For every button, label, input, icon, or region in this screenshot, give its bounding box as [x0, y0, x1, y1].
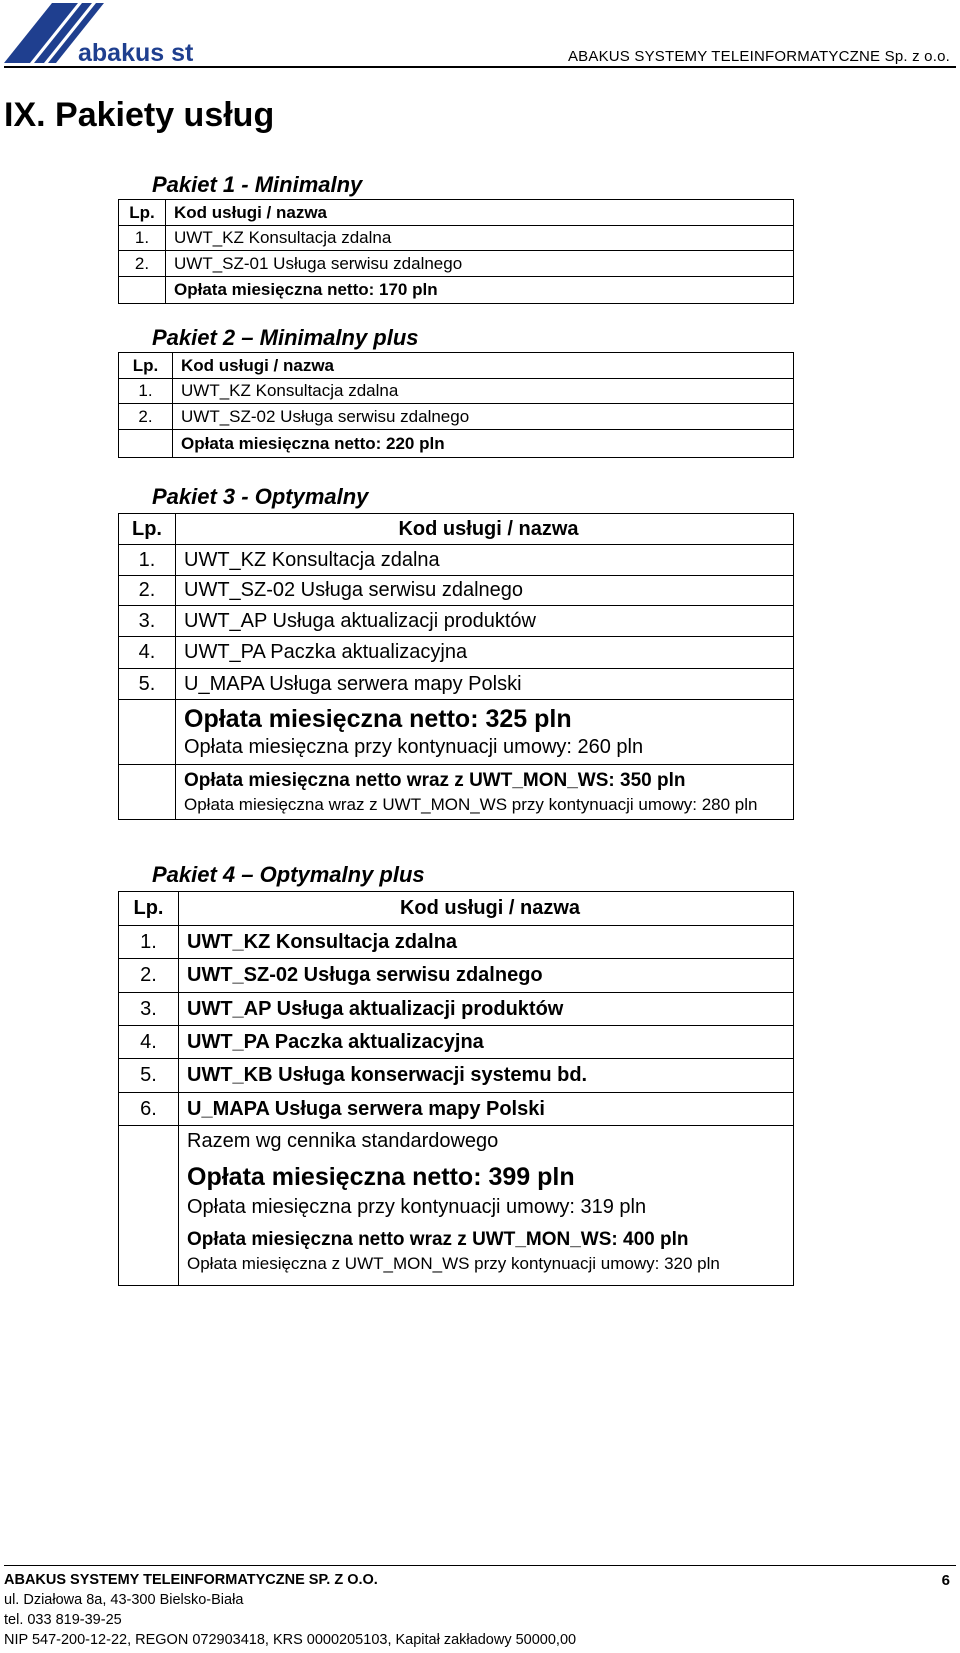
package-3-table — [118, 513, 794, 820]
table-row — [119, 1093, 794, 1126]
monthly-fee: Opłata miesięczna netto: 220 pln — [173, 430, 794, 458]
lp-header: Lp. — [119, 892, 179, 926]
row-lp: 2. — [119, 251, 166, 277]
header-company-name: ABAKUS SYSTEMY TELEINFORMATYCZNE Sp. z o.o. — [567, 48, 950, 65]
table-row — [119, 669, 794, 700]
name-header: Kod usługi / nazwa — [176, 514, 794, 545]
logo-text: abakus st — [78, 39, 194, 63]
name-header: Kod usługi / nazwa — [166, 200, 794, 226]
row-service: UWT_AP Usługa aktualizacji produktów — [179, 993, 794, 1026]
table-row — [119, 1026, 794, 1059]
package-1-title: Pakiet 1 - Minimalny — [152, 172, 363, 197]
fee-row — [119, 430, 794, 458]
fee-cell — [179, 1126, 794, 1286]
table-row — [119, 926, 794, 959]
package-2-table — [118, 352, 794, 458]
table-row — [119, 993, 794, 1026]
name-header: Kod usługi / nazwa — [179, 892, 794, 926]
row-service: U_MAPA Usługa serwera mapy Polski — [179, 1093, 794, 1126]
fee-cell — [176, 700, 794, 765]
fee-mon-ws-row — [119, 765, 794, 820]
table-header-row — [119, 892, 794, 926]
row-service: UWT_KZ Konsultacja zdalna — [179, 926, 794, 959]
continuation-fee-mon-ws: Opłata miesięczna z UWT_MON_WS przy kontynuacji umowy: 320 pln — [187, 1254, 720, 1273]
footer-phone: tel. 033 819-39-25 — [4, 1612, 122, 1628]
table-row — [119, 226, 794, 251]
row-service: UWT_KZ Konsultacja zdalna — [176, 545, 794, 576]
row-lp: 1. — [119, 379, 173, 404]
monthly-fee-mon-ws: Opłata miesięczna netto wraz z UWT_MON_WS: 350 pln — [184, 769, 686, 791]
table-row — [119, 637, 794, 669]
name-header: Kod usługi / nazwa — [173, 353, 794, 379]
monthly-fee: Opłata miesięczna netto: 170 pln — [166, 277, 794, 304]
table-row — [119, 379, 794, 404]
table-row — [119, 545, 794, 576]
footer-divider — [4, 1565, 956, 1566]
footer-company: ABAKUS SYSTEMY TELEINFORMATYCZNE SP. Z O.O. — [4, 1572, 378, 1588]
row-lp: 1. — [119, 926, 179, 959]
fee-row — [119, 1126, 794, 1286]
row-lp: 3. — [119, 993, 179, 1026]
table-header-row — [119, 353, 794, 379]
row-service: UWT_SZ-01 Usługa serwisu zdalnego — [166, 251, 794, 277]
row-lp: 1. — [119, 226, 166, 251]
row-service: UWT_SZ-02 Usługa serwisu zdalnego — [179, 959, 794, 993]
lp-header: Lp. — [119, 514, 176, 545]
row-service: UWT_KZ Konsultacja zdalna — [173, 379, 794, 404]
table-row — [119, 251, 794, 277]
row-lp: 2. — [119, 404, 173, 430]
row-service: UWT_PA Paczka aktualizacyjna — [179, 1026, 794, 1059]
total-label: Razem wg cennika standardowego — [187, 1130, 499, 1152]
footer-address: ul. Działowa 8a, 43-300 Bielsko-Biała — [4, 1592, 244, 1608]
row-lp: 2. — [119, 959, 179, 993]
row-lp: 6. — [119, 1093, 179, 1126]
fee-row — [119, 277, 794, 304]
fee-mon-ws-cell — [176, 765, 794, 820]
lp-header: Lp. — [119, 353, 173, 379]
row-lp: 1. — [119, 545, 176, 576]
fee-row — [119, 700, 794, 765]
package-2-title: Pakiet 2 – Minimalny plus — [152, 325, 419, 350]
table-row — [119, 404, 794, 430]
row-service: UWT_SZ-02 Usługa serwisu zdalnego — [173, 404, 794, 430]
page-number: 6 — [941, 1572, 950, 1589]
row-lp: 2. — [119, 576, 176, 606]
empty-cell — [119, 700, 176, 765]
package-3-title: Pakiet 3 - Optymalny — [152, 484, 369, 509]
empty-cell — [119, 1126, 179, 1286]
lp-header: Lp. — [119, 200, 166, 226]
continuation-fee: Opłata miesięczna przy kontynuacji umowy: 319 pln — [187, 1196, 647, 1218]
row-lp: 5. — [119, 1059, 179, 1093]
table-row — [119, 1059, 794, 1093]
table-header-row — [119, 200, 794, 226]
footer-registry: NIP 547-200-12-22, REGON 072903418, KRS 0000205103, Kapitał zakładowy 50000,00 — [4, 1632, 577, 1648]
monthly-fee: Opłata miesięczna netto: 325 pln — [184, 705, 572, 733]
package-1-table — [118, 199, 794, 304]
table-row — [119, 576, 794, 606]
row-service: UWT_KB Usługa konserwacji systemu bd. — [179, 1059, 794, 1093]
row-service: UWT_SZ-02 Usługa serwisu zdalnego — [176, 576, 794, 606]
row-lp: 4. — [119, 1026, 179, 1059]
table-header-row — [119, 514, 794, 545]
package-4-title: Pakiet 4 – Optymalny plus — [152, 862, 425, 887]
row-service: U_MAPA Usługa serwera mapy Polski — [176, 669, 794, 700]
empty-cell — [119, 765, 176, 820]
abakus-logo — [4, 3, 204, 63]
continuation-fee: Opłata miesięczna przy kontynuacji umowy: 260 pln — [184, 736, 644, 758]
chapter-title: IX. Pakiety usług — [4, 96, 275, 134]
header-divider — [4, 66, 956, 68]
row-lp: 5. — [119, 669, 176, 700]
row-service: UWT_PA Paczka aktualizacyjna — [176, 637, 794, 669]
package-4-table — [118, 891, 794, 1286]
table-row — [119, 959, 794, 993]
row-lp: 3. — [119, 606, 176, 637]
monthly-fee-mon-ws: Opłata miesięczna netto wraz z UWT_MON_WS: 400 pln — [187, 1229, 689, 1250]
empty-cell — [119, 277, 166, 304]
empty-cell — [119, 430, 173, 458]
row-service: UWT_AP Usługa aktualizacji produktów — [176, 606, 794, 637]
row-lp: 4. — [119, 637, 176, 669]
row-service: UWT_KZ Konsultacja zdalna — [166, 226, 794, 251]
continuation-fee-mon-ws: Opłata miesięczna wraz z UWT_MON_WS przy kontynuacji umowy: 280 pln — [184, 794, 758, 814]
table-row — [119, 606, 794, 637]
monthly-fee: Opłata miesięczna netto: 399 pln — [187, 1163, 575, 1191]
